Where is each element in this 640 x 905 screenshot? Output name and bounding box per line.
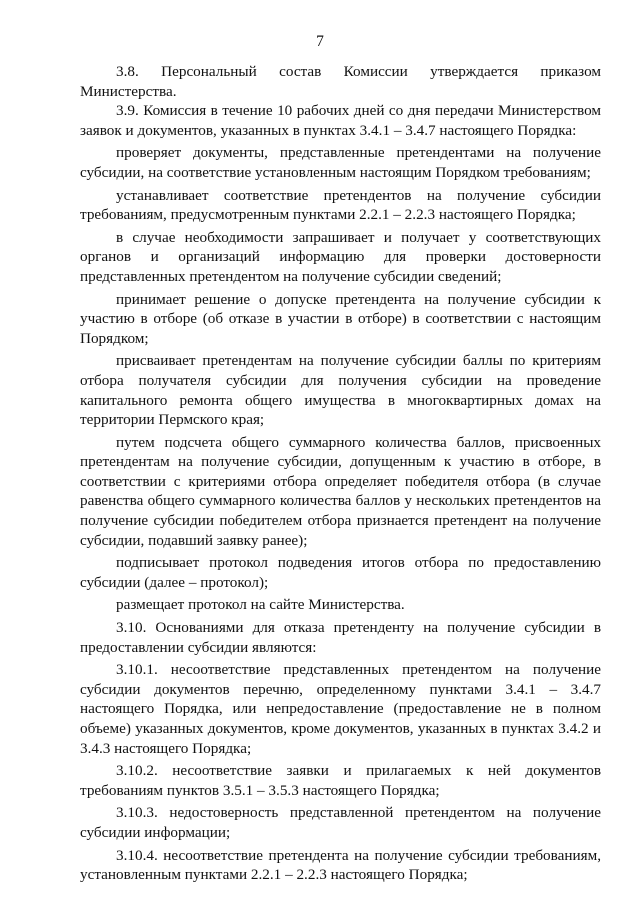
- list-item-sign-protocol: подписывает протокол подведения итогов отбора по предоставлению субсидии (далее – протокол);: [80, 554, 601, 591]
- paragraph-3-10-3: 3.10.3. недостоверность представленной претендентом на получение субсидии информации;: [80, 804, 601, 841]
- document-body: [80, 62, 601, 885]
- paragraph-3-10-2: 3.10.2. несоответствие заявки и прилагаемых к ней документов требованиям пунктов 3.5.1 – 3.5.3 настоящего Порядка;: [80, 762, 601, 799]
- paragraph-3-10-1: 3.10.1. несоответствие представленных претендентом на получение субсидии документов перечню, определенному пунктами 3.4.1 – 3.4.7 настоящего Порядка, или непредоставление (предоставление не в полном объеме) указанных документов, кроме документов, указанных в пунктах 3.4.2 и 3.4.3 настоящего Порядка;: [80, 661, 601, 757]
- list-item-assign-points: присваивает претендентам на получение субсидии баллы по критериям отбора получателя субсидии для получения субсидии на проведение капитального ремонта общего имущества в многоквартирных домах на территории Пермского края;: [80, 352, 601, 429]
- paragraph-3-10: 3.10. Основаниями для отказа претенденту на получение субсидии в предоставлении субсидии являются:: [80, 619, 601, 656]
- list-item-establish-compliance: устанавливает соответствие претендентов на получение субсидии требованиям, предусмотренным пунктами 2.2.1 – 2.2.3 настоящего Порядка;: [80, 186, 601, 224]
- paragraph-3-8: 3.8. Персональный состав Комиссии утверждается приказом Министерства.: [80, 63, 601, 100]
- list-item-request-information: в случае необходимости запрашивает и получает у соответствующих органов и организаций информацию для проверки достоверности представленных претендентом на получение субсидии сведений;: [80, 228, 601, 285]
- page-number: 7: [316, 33, 324, 50]
- paragraph-3-9: 3.9. Комиссия в течение 10 рабочих дней со дня передачи Министерством заявок и документов, указанных в пунктах 3.4.1 – 3.4.7 настоящего Порядка:: [80, 102, 601, 139]
- paragraph-3-10-4: 3.10.4. несоответствие претендента на получение субсидии требованиям, установленным пунктами 2.2.1 – 2.2.3 настоящего Порядка;: [80, 846, 601, 884]
- list-item-check-documents: проверяет документы, представленные претендентами на получение субсидии, на соответствие установленным настоящим Порядком требованиям;: [80, 144, 601, 181]
- list-item-determine-winner: путем подсчета общего суммарного количества баллов, присвоенных претендентам на получение субсидии, допущенным к участию в отборе, в соответствии с критериями отбора определяет победителя отбора (в случае равенства общего суммарного количества баллов у нескольких претендентов на получение субсидии победителем отбора признается претендент на получение субсидии, подавший заявку ранее);: [80, 433, 601, 549]
- list-item-publish-protocol: размещает протокол на сайте Министерства.: [116, 596, 405, 614]
- list-item-admission-decision: принимает решение о допуске претендента на получение субсидии к участию в отборе (об отказе в участии в отборе) в соответствии с настоящим Порядком;: [80, 290, 601, 347]
